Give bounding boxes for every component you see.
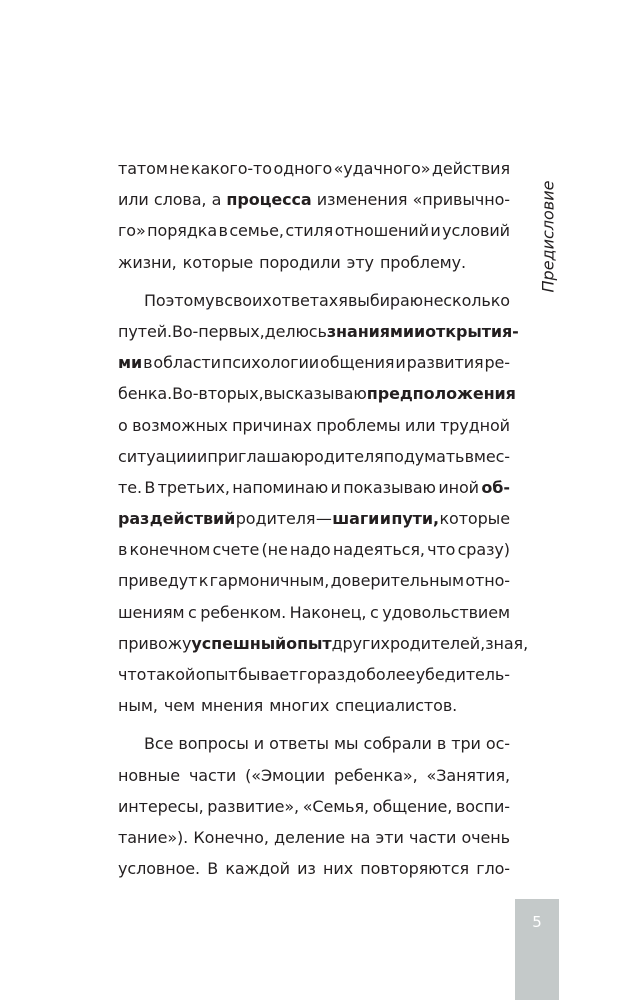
word: гло- [476, 859, 510, 879]
word: стиля [285, 221, 334, 241]
bold-word: открытия- [425, 321, 519, 341]
word: очень [461, 827, 510, 847]
word: конечном [129, 540, 211, 560]
word: ответы [269, 734, 329, 754]
text-line [118, 247, 510, 278]
bold-word: опыт [286, 633, 332, 653]
paragraph [118, 153, 510, 278]
text-line [118, 597, 510, 628]
bold-word: и [379, 509, 391, 529]
word: действия [431, 159, 510, 178]
word: гармоничным, [209, 571, 330, 591]
word: порядка [147, 221, 218, 241]
page-number: 5 [532, 913, 542, 931]
word: не [169, 159, 190, 178]
word: или [118, 190, 149, 210]
word: счете [212, 540, 260, 560]
text-line [118, 728, 510, 759]
word: каждой [225, 859, 290, 879]
word: своих [224, 290, 272, 310]
text-line [118, 316, 519, 347]
word: В [207, 859, 219, 879]
word: интересы, [118, 796, 204, 816]
text-line [118, 347, 510, 378]
text-line [118, 690, 510, 721]
word: с [187, 602, 197, 622]
word: три [451, 734, 481, 754]
text-line [118, 659, 510, 690]
word: многих [269, 696, 330, 716]
word: части [188, 765, 237, 785]
word: «удачного» [333, 159, 431, 178]
word: ответах [271, 290, 339, 310]
bold-word: шаги [332, 509, 380, 529]
text-line [118, 184, 510, 215]
word: Конечно, [193, 827, 269, 847]
word: надо [289, 540, 331, 560]
word: о [118, 415, 128, 435]
word: несколько [423, 290, 510, 310]
word: выбираю [347, 290, 424, 310]
text-line [118, 503, 510, 534]
word: проблему. [379, 252, 467, 272]
word: бенка. [118, 384, 173, 404]
word: гораздо [298, 665, 366, 684]
word: приведут [118, 571, 198, 591]
word: из [297, 859, 316, 879]
word: я [338, 290, 348, 310]
word: развития [406, 353, 484, 373]
word: условий [442, 221, 510, 241]
word: общения [320, 353, 395, 373]
paragraph [118, 728, 510, 884]
word: новные [118, 765, 181, 785]
word: родителей, [389, 633, 486, 653]
text-line [118, 153, 510, 184]
word: области [153, 353, 221, 373]
word: в [143, 353, 153, 373]
word: го» [118, 221, 146, 241]
word: чем [163, 696, 195, 716]
word: на [350, 827, 371, 847]
word: мы [333, 734, 359, 754]
word: в [218, 221, 228, 241]
bold-word: пути, [391, 509, 439, 529]
word: проблемы [316, 415, 401, 435]
word: возможных [132, 415, 228, 435]
word: а [211, 190, 222, 210]
word: и [430, 221, 441, 241]
word: иной [438, 477, 479, 497]
word: них [323, 859, 354, 879]
word: жизни, [118, 252, 177, 272]
word: привожу [118, 633, 192, 653]
word: в [436, 734, 447, 754]
word: и [253, 734, 265, 754]
word: (не [261, 540, 288, 560]
word: какого-то [190, 159, 272, 178]
running-head [533, 181, 563, 291]
word: «привычно- [412, 190, 510, 210]
word: отно- [465, 571, 510, 591]
word: вмес- [464, 446, 510, 466]
word: в [118, 540, 128, 560]
word: Во-вторых, [172, 384, 264, 404]
word: эту [346, 252, 374, 272]
word: удовольствием [382, 602, 510, 622]
bold-word: процесса [226, 190, 312, 210]
word: ос- [485, 734, 510, 754]
bold-word: ми [118, 353, 143, 373]
word: психологии [221, 353, 320, 373]
word: и [196, 446, 208, 466]
word: более [366, 665, 416, 684]
word: доверительным [330, 571, 464, 591]
text-line [118, 760, 510, 791]
text-line [118, 441, 510, 472]
word: те. [118, 477, 142, 497]
word: напоминаю [232, 477, 329, 497]
word: что [118, 665, 147, 684]
text-line [118, 378, 516, 409]
word: условное. [118, 859, 200, 879]
bold-word: действий [149, 509, 236, 529]
bold-word: успешный [191, 633, 287, 653]
running-head-label: Предисловие [538, 180, 558, 292]
text-line [118, 472, 510, 503]
word: что [427, 540, 456, 560]
word: делюсь [264, 321, 327, 341]
word: третьих, [157, 477, 230, 497]
text-line [118, 410, 510, 441]
word: или [404, 415, 436, 435]
word: причинах [232, 415, 312, 435]
text-line [118, 853, 510, 884]
word: Все [144, 734, 174, 754]
word: Поэтому [144, 290, 215, 310]
bold-word: раз [118, 509, 150, 529]
word: и [395, 353, 406, 373]
word: части [408, 827, 457, 847]
word: зная, [485, 633, 529, 653]
word: в [214, 290, 225, 310]
body-text [118, 153, 529, 884]
bold-word: знаниями [326, 321, 415, 341]
word: и [330, 477, 341, 497]
word: «Занятия, [426, 765, 510, 785]
word: отношений [334, 221, 429, 241]
word: высказываю [263, 384, 367, 404]
word: ситуации [118, 446, 197, 466]
word: собрали [363, 734, 432, 754]
word: вопросы [178, 734, 249, 754]
word: («Эмоции [245, 765, 326, 785]
word: шениям [118, 602, 185, 622]
text-line [118, 534, 510, 565]
word: ре- [484, 353, 510, 373]
word: изменения [316, 190, 408, 210]
text-line [118, 215, 510, 246]
word: слова, [153, 190, 207, 210]
word: ребенка», [333, 765, 418, 785]
word: такой [146, 665, 196, 684]
text-line [118, 285, 510, 316]
word: к [198, 571, 209, 591]
word: татом [118, 159, 168, 178]
word: В [144, 477, 156, 497]
word: семье, [229, 221, 284, 241]
word: деление [274, 827, 346, 847]
text-line [118, 565, 510, 596]
paragraph [118, 285, 529, 722]
word: с [369, 602, 379, 622]
word: тание»). [118, 827, 189, 847]
word: развитие», [207, 796, 300, 816]
word: родителя [303, 446, 384, 466]
word: одного [273, 159, 333, 178]
word: мнения [200, 696, 264, 716]
word: общение, [372, 796, 453, 816]
word: специалистов. [335, 696, 458, 716]
word: ребенком. [200, 602, 287, 622]
text-line [118, 628, 529, 659]
bold-word: и [414, 321, 426, 341]
word: других [331, 633, 390, 653]
word: опыт [195, 665, 238, 684]
page-number-tab [515, 899, 559, 1000]
word: подумать [383, 446, 465, 466]
word: — [315, 509, 332, 529]
word: путей. [118, 321, 172, 341]
word: повторяются [360, 859, 469, 879]
text-line [118, 791, 510, 822]
bold-word: предположения [366, 384, 516, 404]
word: убедитель- [415, 665, 510, 684]
word: приглашаю [207, 446, 304, 466]
word: сразу) [457, 540, 510, 560]
word: которые [439, 509, 510, 529]
word: показываю [343, 477, 436, 497]
word: родителя [235, 509, 316, 529]
word: Во-первых, [171, 321, 265, 341]
word: «Семья, [302, 796, 370, 816]
word: Наконец, [289, 602, 367, 622]
text-line [118, 822, 510, 853]
word: эти [375, 827, 404, 847]
word: породили [259, 252, 341, 272]
word: надеяться, [332, 540, 425, 560]
word: бывает [238, 665, 299, 684]
word: воспи- [455, 796, 510, 816]
word: которые [182, 252, 254, 272]
bold-word: об- [481, 477, 510, 497]
word: трудной [439, 415, 510, 435]
word: ным, [118, 696, 158, 716]
